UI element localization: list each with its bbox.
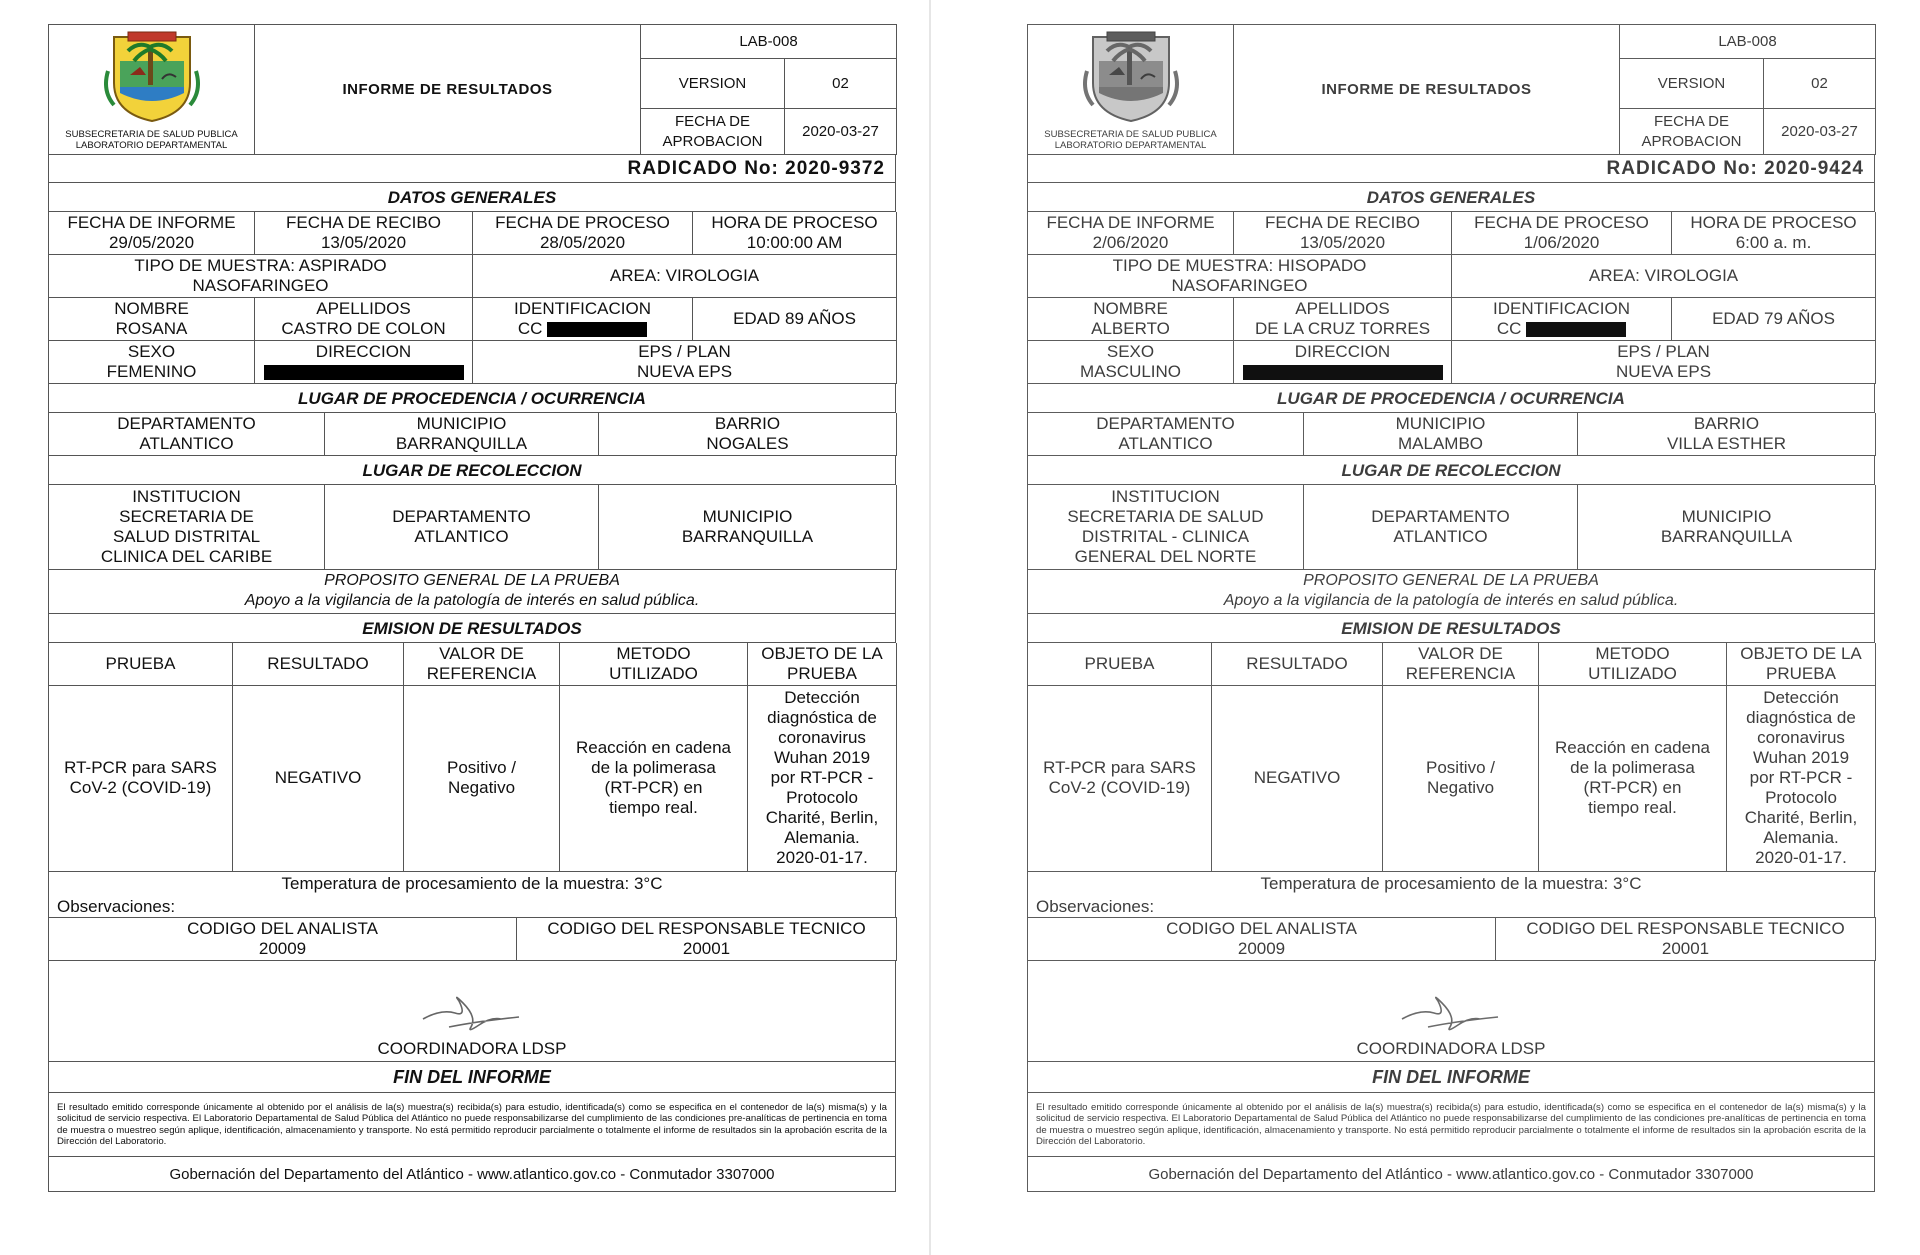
- document-code: LAB-008: [641, 25, 897, 59]
- objeto-line7: Charité, Berlin,: [765, 808, 879, 827]
- responsable-value: 20001: [682, 938, 731, 958]
- institucion-line1: SECRETARIA DE: [119, 506, 254, 526]
- approval-label-line2: APROBACION: [662, 132, 763, 150]
- radicado-number: RADICADO No: 2020-9372: [48, 155, 896, 183]
- barrio-label: BARRIO: [1693, 414, 1760, 433]
- redacted-id-bar: [547, 322, 647, 337]
- col-valor-line1: VALOR DE: [1418, 643, 1503, 663]
- radicado-number: RADICADO No: 2020-9424: [1027, 155, 1875, 183]
- objeto-line8: Alemania.: [1763, 828, 1839, 847]
- sexo-value: MASCULINO: [1079, 362, 1182, 381]
- responsable-label: CODIGO DEL RESPONSABLE TECNICO: [1526, 918, 1845, 938]
- apellidos-cell: [255, 298, 473, 341]
- barrio-value: VILLA ESTHER: [1666, 434, 1787, 453]
- document-code: LAB-008: [1620, 25, 1876, 59]
- results-header-row: [1028, 643, 1876, 686]
- fecha-proceso-value: 28/05/2020: [539, 233, 626, 252]
- fecha-informe-cell: [49, 212, 255, 255]
- apellidos-value: DE LA CRUZ TORRES: [1254, 319, 1431, 338]
- prueba-line1: RT-PCR para SARS: [1043, 758, 1196, 777]
- edad-value: EDAD 89 AÑOS: [693, 298, 897, 341]
- responsable-cell: [1496, 917, 1876, 960]
- metodo-line1: Reacción en cadena: [575, 738, 731, 757]
- hora-proceso-value: 6:00 a. m.: [1735, 233, 1812, 252]
- col-prueba-header: PRUEBA: [1028, 643, 1212, 686]
- nombre-value: ROSANA: [115, 319, 188, 338]
- logo-caption-line1: SUBSECRETARIA DE SALUD PUBLICA: [65, 128, 238, 140]
- institucion-line2: SALUD DISTRITAL: [112, 526, 261, 546]
- nombre-cell: [49, 298, 255, 341]
- page-divider: [929, 0, 931, 1255]
- col-metodo-line1: METODO: [1595, 643, 1670, 663]
- coordinadora-label: COORDINADORA LDSP: [377, 1038, 567, 1058]
- edad-value: EDAD 79 AÑOS: [1672, 298, 1876, 341]
- tipo-muestra-line1: TIPO DE MUESTRA: ASPIRADO: [134, 256, 387, 275]
- municipio-value: BARRANQUILLA: [395, 434, 528, 453]
- objeto-line8: Alemania.: [784, 828, 860, 847]
- institucion-cell: [49, 485, 325, 569]
- objeto-line3: coronavirus: [1757, 728, 1845, 747]
- department-coat-of-arms-logo: [104, 31, 200, 123]
- report-title: INFORME DE RESULTADOS: [255, 25, 641, 155]
- temperatura-muestra: Temperatura de procesamiento de la muestra: 3°C: [48, 872, 896, 896]
- prueba-line2: CoV-2 (COVID-19): [1048, 778, 1191, 797]
- nombre-cell: [1028, 298, 1234, 341]
- logo-caption-line2: LABORATORIO DEPARTAMENTAL: [1054, 139, 1207, 151]
- col-objeto-line2: PRUEBA: [1766, 663, 1836, 683]
- direccion-label: DIRECCION: [1294, 342, 1391, 361]
- col-metodo-header: [560, 643, 748, 686]
- col-metodo-header: [1539, 643, 1727, 686]
- proposito-text: Apoyo a la vigilancia de la patología de interés en salud pública.: [1223, 591, 1679, 609]
- tipo-muestra-line1: TIPO DE MUESTRA: HISOPADO: [1112, 256, 1367, 275]
- area: AREA: VIROLOGIA: [1452, 255, 1876, 298]
- proposito-label: PROPOSITO GENERAL DE LA PRUEBA: [324, 571, 620, 589]
- col-metodo-line2: UTILIZADO: [609, 663, 698, 683]
- prueba-cell: [49, 685, 233, 871]
- institucion-cell: [1028, 485, 1304, 569]
- prueba-cell: [1028, 685, 1212, 871]
- section-lugar-procedencia: LUGAR DE PROCEDENCIA / OCURRENCIA: [48, 384, 896, 413]
- col-resultado-header: RESULTADO: [233, 643, 404, 686]
- sexo-value: FEMENINO: [106, 362, 197, 381]
- approval-date-value: 2020-03-27: [785, 109, 897, 155]
- section-datos-generales: DATOS GENERALES: [1027, 183, 1875, 212]
- identificacion-prefix: CC: [517, 319, 543, 338]
- resultado-value: NEGATIVO: [233, 685, 404, 871]
- objeto-line9: 2020-01-17.: [1755, 848, 1847, 867]
- objeto-cell: [1727, 685, 1876, 871]
- signature-block: [48, 961, 896, 1062]
- fecha-informe-label: FECHA DE INFORME: [1046, 213, 1215, 232]
- resultado-value: NEGATIVO: [1212, 685, 1383, 871]
- rec-municipio-value: BARRANQUILLA: [681, 526, 814, 546]
- rec-municipio-cell: [599, 485, 897, 569]
- analista-label: CODIGO DEL ANALISTA: [187, 918, 378, 938]
- municipio-cell: [325, 413, 599, 456]
- barrio-label: BARRIO: [714, 414, 781, 433]
- prueba-line2: CoV-2 (COVID-19): [69, 778, 212, 797]
- institucion-label: INSTITUCION: [1111, 486, 1220, 506]
- institucion-label: INSTITUCION: [132, 486, 241, 506]
- logo-caption-line1: SUBSECRETARIA DE SALUD PUBLICA: [1044, 128, 1217, 140]
- rec-departamento-label: DEPARTAMENTO: [392, 506, 531, 526]
- col-prueba-header: PRUEBA: [49, 643, 233, 686]
- tipo-muestra-cell: [1028, 255, 1452, 298]
- section-lugar-recoleccion: LUGAR DE RECOLECCION: [1027, 456, 1875, 485]
- eps-value: NUEVA EPS: [1615, 362, 1712, 381]
- metodo-line3: (RT-PCR) en: [604, 778, 703, 797]
- col-valor-line1: VALOR DE: [439, 643, 524, 663]
- rec-departamento-cell: [1304, 485, 1578, 569]
- col-metodo-line2: UTILIZADO: [1588, 663, 1677, 683]
- tipo-muestra-line2: NASOFARINGEO: [1171, 276, 1308, 295]
- rec-municipio-label: MUNICIPIO: [1681, 506, 1772, 526]
- apellidos-label: APELLIDOS: [316, 299, 411, 318]
- handwritten-signature: [1398, 987, 1508, 1037]
- fecha-recibo-label: FECHA DE RECIBO: [1265, 213, 1420, 232]
- proposito-label: PROPOSITO GENERAL DE LA PRUEBA: [1303, 571, 1599, 589]
- hora-proceso-label: HORA DE PROCESO: [711, 213, 878, 232]
- departamento-label: DEPARTAMENTO: [1096, 414, 1235, 433]
- redacted-address-bar: [264, 365, 464, 380]
- eps-label: EPS / PLAN: [638, 342, 731, 361]
- identificacion-prefix: CC: [1496, 319, 1522, 338]
- rec-municipio-value: BARRANQUILLA: [1660, 526, 1793, 546]
- approval-date-label: [641, 109, 785, 155]
- legal-disclaimer: El resultado emitido corresponde únicamente al obtenido por el análisis de la(s) muestra(s) recibida(s) para estudio, identificada(s) como se especifica en el contenedor de la(s) misma(s) y la solicitud de servicio respectiva. El Laboratorio Departamental de Salud Pública del Atlántico no puede responsabilizarse del cumplimiento de las condiciones pre-analíticas de pertinencia en toma de muestra o muestreo según aplique, identificación, almacenamiento y transporte. No está permitido reproducir parcialmente o totalmente el informe de resultados sin la aprobación escrita de la Dirección del Laboratorio.: [1027, 1093, 1875, 1157]
- objeto-line1: Detección: [1763, 688, 1839, 707]
- sexo-label: SEXO: [1106, 342, 1155, 361]
- sexo-cell: [1028, 341, 1234, 384]
- lab-report-right-scanned: [1027, 24, 1875, 1192]
- valor-line1: Positivo /: [1426, 758, 1495, 777]
- section-emision-resultados: EMISION DE RESULTADOS: [48, 614, 896, 643]
- section-lugar-recoleccion: LUGAR DE RECOLECCION: [48, 456, 896, 485]
- version-value: 02: [1764, 59, 1876, 109]
- apellidos-cell: [1234, 298, 1452, 341]
- lab-report-left: [48, 24, 896, 1192]
- fecha-recibo-cell: [255, 212, 473, 255]
- valor-referencia-cell: [1383, 685, 1539, 871]
- fecha-informe-value: 29/05/2020: [108, 233, 195, 252]
- approval-date-value: 2020-03-27: [1764, 109, 1876, 155]
- objeto-cell: [748, 685, 897, 871]
- fin-del-informe: FIN DEL INFORME: [48, 1062, 896, 1093]
- metodo-line4: tiempo real.: [609, 798, 698, 817]
- objeto-line9: 2020-01-17.: [776, 848, 868, 867]
- nombre-label: NOMBRE: [1093, 299, 1168, 318]
- col-metodo-line1: METODO: [616, 643, 691, 663]
- rec-departamento-value: ATLANTICO: [1393, 526, 1488, 546]
- prueba-line1: RT-PCR para SARS: [64, 758, 217, 777]
- redacted-address-bar: [1243, 365, 1443, 380]
- direccion-cell: [255, 341, 473, 384]
- area: AREA: VIROLOGIA: [473, 255, 897, 298]
- barrio-cell: [599, 413, 897, 456]
- fecha-informe-value: 2/06/2020: [1092, 233, 1169, 252]
- analista-label: CODIGO DEL ANALISTA: [1166, 918, 1357, 938]
- report-header: [48, 24, 897, 155]
- col-objeto-line1: OBJETO DE LA: [761, 643, 883, 663]
- procedencia-table: [1027, 413, 1876, 456]
- objeto-line5: por RT-PCR -: [770, 768, 874, 787]
- version-label: VERSION: [1620, 59, 1764, 109]
- fecha-recibo-label: FECHA DE RECIBO: [286, 213, 441, 232]
- proposito-block: [48, 570, 896, 614]
- objeto-line7: Charité, Berlin,: [1744, 808, 1858, 827]
- codigos-table: [1027, 917, 1876, 961]
- rec-departamento-value: ATLANTICO: [414, 526, 509, 546]
- municipio-label: MUNICIPIO: [416, 414, 507, 433]
- objeto-line4: Wuhan 2019: [1752, 748, 1850, 767]
- fecha-informe-label: FECHA DE INFORME: [67, 213, 236, 232]
- observaciones-label: Observaciones:: [1027, 896, 1875, 917]
- fecha-recibo-cell: [1234, 212, 1452, 255]
- approval-date-label: [1620, 109, 1764, 155]
- section-datos-generales: DATOS GENERALES: [48, 183, 896, 212]
- proposito-text: Apoyo a la vigilancia de la patología de interés en salud pública.: [244, 591, 700, 609]
- approval-label-line2: APROBACION: [1641, 132, 1742, 150]
- fecha-proceso-label: FECHA DE PROCESO: [495, 213, 670, 232]
- version-value: 02: [785, 59, 897, 109]
- logo-cell: [49, 25, 255, 155]
- metodo-cell: [560, 685, 748, 871]
- municipio-label: MUNICIPIO: [1395, 414, 1486, 433]
- datos-generales-table: [48, 212, 897, 384]
- institucion-line3: GENERAL DEL NORTE: [1074, 546, 1257, 566]
- identificacion-cell: [473, 298, 693, 341]
- observaciones-label: Observaciones:: [48, 896, 896, 917]
- logo-caption-line2: LABORATORIO DEPARTAMENTAL: [75, 139, 228, 151]
- rec-departamento-label: DEPARTAMENTO: [1371, 506, 1510, 526]
- col-valor-header: [1383, 643, 1539, 686]
- identificacion-label: IDENTIFICACION: [514, 299, 651, 318]
- col-valor-line2: REFERENCIA: [1405, 663, 1516, 683]
- fecha-informe-cell: [1028, 212, 1234, 255]
- approval-label-line1: FECHA DE: [674, 112, 750, 130]
- departamento-label: DEPARTAMENTO: [117, 414, 256, 433]
- valor-line2: Negativo: [1426, 778, 1495, 797]
- departamento-value: ATLANTICO: [1118, 434, 1213, 453]
- section-lugar-procedencia: LUGAR DE PROCEDENCIA / OCURRENCIA: [1027, 384, 1875, 413]
- nombre-label: NOMBRE: [114, 299, 189, 318]
- valor-referencia-cell: [404, 685, 560, 871]
- objeto-line2: diagnóstica de: [767, 708, 877, 727]
- version-label: VERSION: [641, 59, 785, 109]
- metodo-line1: Reacción en cadena: [1554, 738, 1710, 757]
- barrio-value: NOGALES: [706, 434, 789, 453]
- coordinadora-label: COORDINADORA LDSP: [1356, 1038, 1546, 1058]
- logo-cell: [1028, 25, 1234, 155]
- metodo-line2: de la polimerasa: [1570, 758, 1695, 777]
- fecha-proceso-cell: [473, 212, 693, 255]
- metodo-line3: (RT-PCR) en: [1583, 778, 1682, 797]
- apellidos-label: APELLIDOS: [1295, 299, 1390, 318]
- col-objeto-header: [748, 643, 897, 686]
- metodo-cell: [1539, 685, 1727, 871]
- departamento-cell: [49, 413, 325, 456]
- col-objeto-line2: PRUEBA: [787, 663, 857, 683]
- section-emision-resultados: EMISION DE RESULTADOS: [1027, 614, 1875, 643]
- results-table: [48, 643, 897, 872]
- sexo-label: SEXO: [127, 342, 176, 361]
- fecha-recibo-value: 13/05/2020: [320, 233, 407, 252]
- identificacion-cell: [1452, 298, 1672, 341]
- analista-value: 20009: [258, 938, 307, 958]
- fecha-proceso-label: FECHA DE PROCESO: [1474, 213, 1649, 232]
- results-data-row: [1028, 685, 1876, 871]
- redacted-id-bar: [1526, 322, 1626, 337]
- report-title: INFORME DE RESULTADOS: [1234, 25, 1620, 155]
- nombre-value: ALBERTO: [1091, 319, 1170, 338]
- proposito-block: [1027, 570, 1875, 614]
- institucion-line3: CLINICA DEL CARIBE: [100, 546, 273, 566]
- col-resultado-header: RESULTADO: [1212, 643, 1383, 686]
- rec-municipio-label: MUNICIPIO: [702, 506, 793, 526]
- objeto-line5: por RT-PCR -: [1749, 768, 1853, 787]
- municipio-cell: [1304, 413, 1578, 456]
- institucion-line2: DISTRITAL - CLINICA: [1081, 526, 1250, 546]
- departamento-cell: [1028, 413, 1304, 456]
- direccion-label: DIRECCION: [315, 342, 412, 361]
- eps-value: NUEVA EPS: [636, 362, 733, 381]
- valor-line2: Negativo: [447, 778, 516, 797]
- metodo-line2: de la polimerasa: [591, 758, 716, 777]
- objeto-line4: Wuhan 2019: [773, 748, 871, 767]
- datos-generales-table: [1027, 212, 1876, 384]
- signature-block: [1027, 961, 1875, 1062]
- identificacion-label: IDENTIFICACION: [1493, 299, 1630, 318]
- report-header: [1027, 24, 1876, 155]
- eps-label: EPS / PLAN: [1617, 342, 1710, 361]
- footer-contact: Gobernación del Departamento del Atlántico - www.atlantico.gov.co - Conmutador 3307000: [48, 1157, 896, 1192]
- eps-cell: [1452, 341, 1876, 384]
- procedencia-table: [48, 413, 897, 456]
- hora-proceso-value: 10:00:00 AM: [746, 233, 843, 252]
- objeto-line3: coronavirus: [778, 728, 866, 747]
- rec-departamento-cell: [325, 485, 599, 569]
- tipo-muestra-cell: [49, 255, 473, 298]
- municipio-value: MALAMBO: [1397, 434, 1484, 453]
- col-objeto-line1: OBJETO DE LA: [1740, 643, 1862, 663]
- fecha-recibo-value: 13/05/2020: [1299, 233, 1386, 252]
- results-data-row: [49, 685, 897, 871]
- fin-del-informe: FIN DEL INFORME: [1027, 1062, 1875, 1093]
- metodo-line4: tiempo real.: [1588, 798, 1677, 817]
- results-table: [1027, 643, 1876, 872]
- responsable-value: 20001: [1661, 938, 1710, 958]
- objeto-line2: diagnóstica de: [1746, 708, 1856, 727]
- results-header-row: [49, 643, 897, 686]
- analista-value: 20009: [1237, 938, 1286, 958]
- fecha-proceso-cell: [1452, 212, 1672, 255]
- hora-proceso-label: HORA DE PROCESO: [1690, 213, 1857, 232]
- handwritten-signature: [419, 987, 529, 1037]
- objeto-line1: Detección: [784, 688, 860, 707]
- objeto-line6: Protocolo: [1765, 788, 1837, 807]
- rec-municipio-cell: [1578, 485, 1876, 569]
- institucion-line1: SECRETARIA DE SALUD: [1067, 506, 1264, 526]
- analista-cell: [1028, 917, 1496, 960]
- recoleccion-table: [48, 485, 897, 570]
- footer-contact: Gobernación del Departamento del Atlántico - www.atlantico.gov.co - Conmutador 3307000: [1027, 1157, 1875, 1192]
- eps-cell: [473, 341, 897, 384]
- department-coat-of-arms-logo: [1083, 31, 1179, 123]
- hora-proceso-cell: [1672, 212, 1876, 255]
- temperatura-muestra: Temperatura de procesamiento de la muestra: 3°C: [1027, 872, 1875, 896]
- barrio-cell: [1578, 413, 1876, 456]
- objeto-line6: Protocolo: [786, 788, 858, 807]
- apellidos-value: CASTRO DE COLON: [281, 319, 446, 338]
- fecha-proceso-value: 1/06/2020: [1523, 233, 1600, 252]
- departamento-value: ATLANTICO: [139, 434, 234, 453]
- codigos-table: [48, 917, 897, 961]
- valor-line1: Positivo /: [447, 758, 516, 777]
- sexo-cell: [49, 341, 255, 384]
- col-objeto-header: [1727, 643, 1876, 686]
- responsable-cell: [517, 917, 897, 960]
- col-valor-line2: REFERENCIA: [426, 663, 537, 683]
- analista-cell: [49, 917, 517, 960]
- recoleccion-table: [1027, 485, 1876, 570]
- col-valor-header: [404, 643, 560, 686]
- direccion-cell: [1234, 341, 1452, 384]
- legal-disclaimer: El resultado emitido corresponde únicamente al obtenido por el análisis de la(s) muestra(s) recibida(s) para estudio, identificada(s) como se especifica en el contenedor de la(s) misma(s) y la solicitud de servicio respectiva. El Laboratorio Departamental de Salud Pública del Atlántico no puede responsabilizarse del cumplimiento de las condiciones pre-analíticas de pertinencia en toma de muestra o muestreo según aplique, identificación, almacenamiento y transporte. No está permitido reproducir parcialmente o totalmente el informe de resultados sin la aprobación escrita de la Dirección del Laboratorio.: [48, 1093, 896, 1157]
- hora-proceso-cell: [693, 212, 897, 255]
- tipo-muestra-line2: NASOFARINGEO: [192, 276, 329, 295]
- responsable-label: CODIGO DEL RESPONSABLE TECNICO: [547, 918, 866, 938]
- approval-label-line1: FECHA DE: [1653, 112, 1729, 130]
